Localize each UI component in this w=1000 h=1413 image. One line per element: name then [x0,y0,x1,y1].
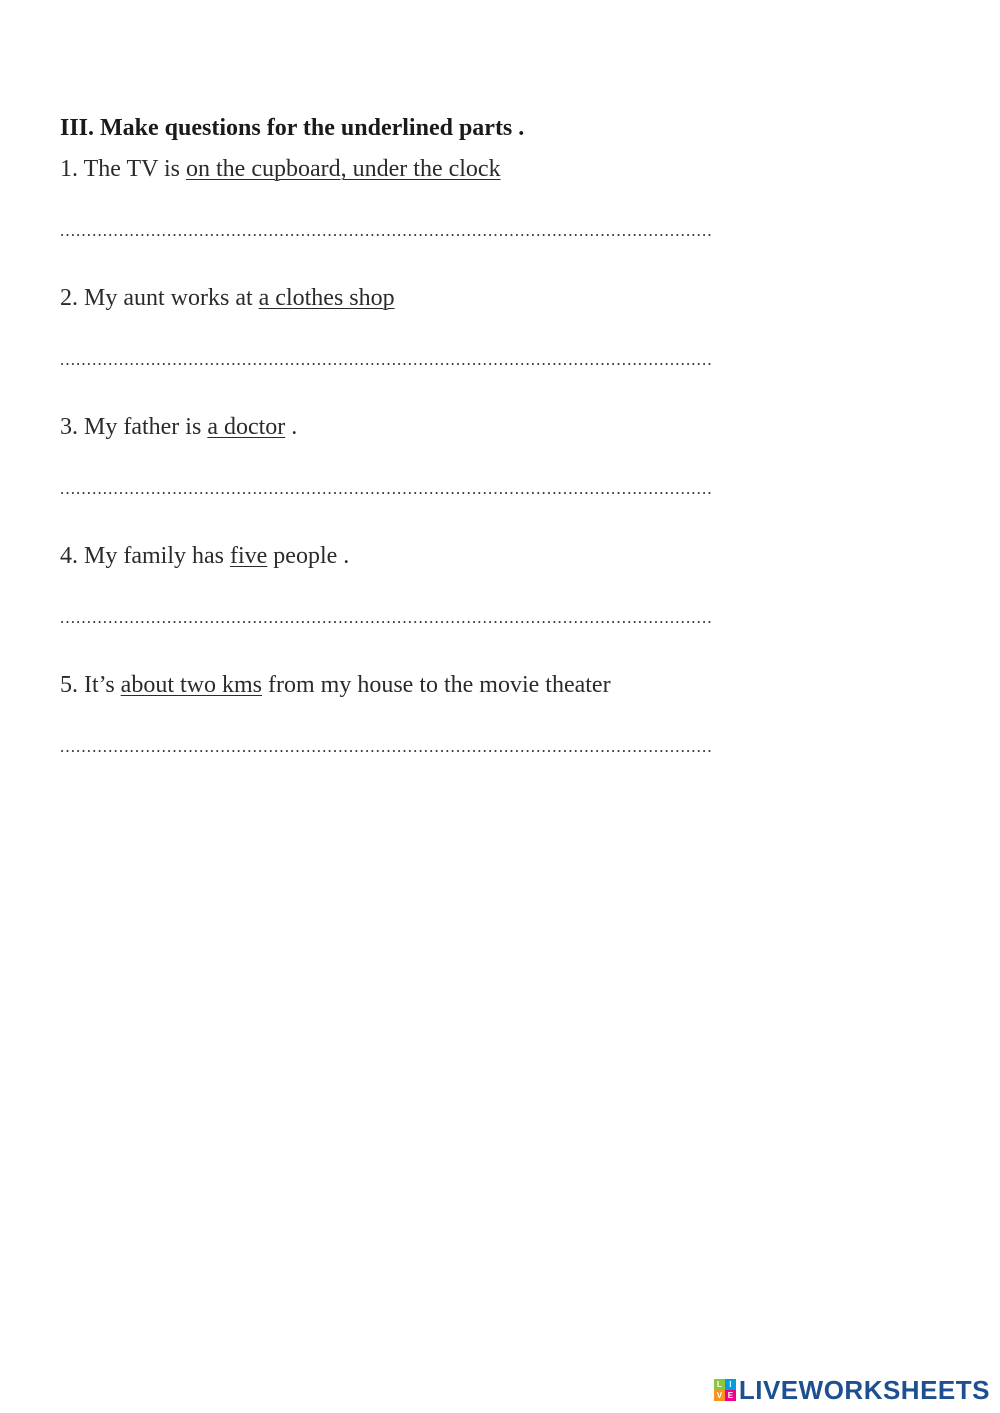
question-2-underlined: a clothes shop [258,285,395,311]
question-3 [60,411,820,443]
worksheet [60,112,820,757]
question-5-underlined: about two kms [120,672,262,698]
question-1-underlined: on the cupboard, under the clock [186,156,501,182]
question-5 [60,669,820,701]
liveworksheets-logo-text: LIVEWORKSHEETS [738,1375,990,1405]
answer-line-5[interactable]: .......................................................................................................................... [60,737,713,756]
logo-mark-v: V [714,1390,725,1401]
logo-mark-e: E [725,1390,736,1401]
question-4-underlined: five [229,543,268,569]
answer-line-3[interactable]: .......................................................................................................................... [60,479,713,498]
question-3-suffix: . [285,414,298,440]
question-5-prefix: 5. It’s [60,672,121,698]
logo-mark-l: L [714,1379,725,1390]
liveworksheets-logo-icon [714,1379,736,1401]
answer-line-4[interactable]: .......................................................................................................................... [60,608,713,627]
question-4 [60,540,820,572]
question-1-prefix: 1. The TV is [60,156,187,182]
question-2 [60,282,820,314]
answer-line-1[interactable]: .......................................................................................................................... [60,221,713,240]
question-4-suffix: people . [267,543,350,569]
question-4-prefix: 4. My family has [60,543,230,569]
question-5-suffix: from my house to the movie theater [262,672,611,698]
question-2-prefix: 2. My aunt works at [60,285,259,311]
liveworksheets-logo [714,1377,990,1403]
section-heading: III. Make questions for the underlined parts . [60,115,525,141]
question-3-prefix: 3. My father is [60,414,208,440]
logo-mark-i: I [725,1379,736,1390]
question-3-underlined: a doctor [207,414,286,440]
answer-line-2[interactable]: .......................................................................................................................... [60,350,713,369]
question-1 [60,153,820,185]
